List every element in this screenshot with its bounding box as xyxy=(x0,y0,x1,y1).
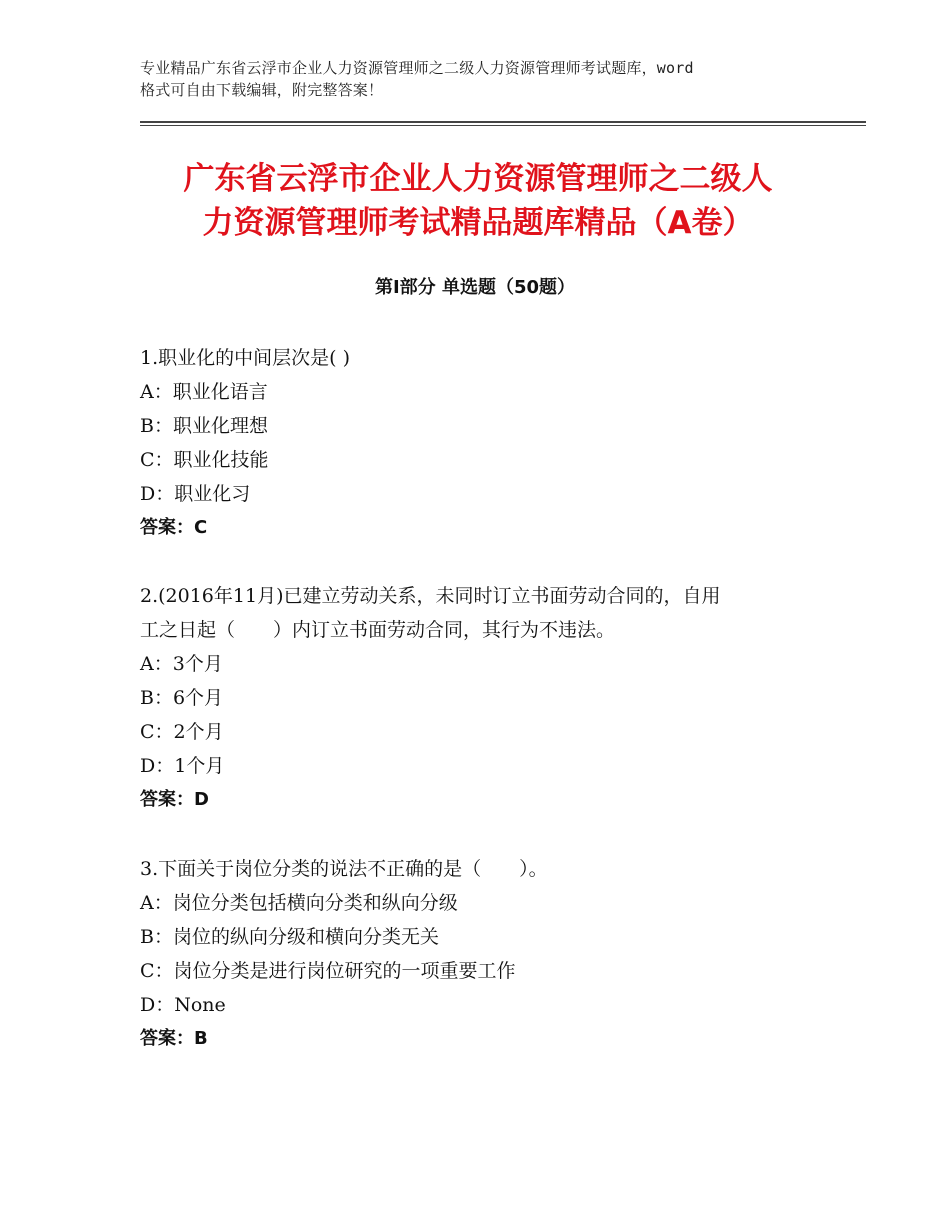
header-rule-thin xyxy=(140,125,866,126)
option-key: B： xyxy=(140,415,173,437)
document-title-line-1: 广东省云浮市企业人力资源管理师之二级人 xyxy=(183,161,773,197)
option-c xyxy=(140,443,820,477)
answer: 答案：D xyxy=(140,789,209,810)
option-text: 岗位分类包括横向分类和纵向分级 xyxy=(172,892,458,914)
document-title-line-2: 力资源管理师考试精品题库精品（A卷） xyxy=(202,205,754,241)
option-text: 岗位的纵向分级和横向分类无关 xyxy=(172,926,439,948)
section-heading: 第Ⅰ部分 单选题（50题） xyxy=(374,277,575,298)
option-key: C： xyxy=(140,960,174,982)
option-text: 职业化理想 xyxy=(172,415,268,437)
option-text: 1个月 xyxy=(174,755,225,777)
document-title xyxy=(148,157,808,245)
option-key: C： xyxy=(140,449,174,471)
header-note-line-2: 格式可自由下载编辑，附完整答案！ xyxy=(140,81,384,99)
option-text: 3个月 xyxy=(172,653,223,675)
option-d xyxy=(140,749,820,783)
answer: 答案：B xyxy=(140,1028,208,1049)
option-d xyxy=(140,477,820,511)
option-text: None xyxy=(174,994,226,1016)
header-note-line-1: 专业精品广东省云浮市企业人力资源管理师之二级人力资源管理师考试题库，word xyxy=(140,59,694,77)
option-key: A： xyxy=(140,892,173,914)
answer: 答案：C xyxy=(140,517,208,538)
option-key: A： xyxy=(140,653,173,675)
question-1 xyxy=(140,341,820,545)
option-key: B： xyxy=(140,687,173,709)
question-stem: 1.职业化的中间层次是( ) xyxy=(140,347,350,369)
option-key: C： xyxy=(140,721,174,743)
option-c xyxy=(140,715,820,749)
option-a xyxy=(140,375,820,409)
option-text: 职业化习 xyxy=(174,483,251,505)
option-key: A： xyxy=(140,381,173,403)
option-key: B： xyxy=(140,926,173,948)
option-a xyxy=(140,886,820,920)
question-stem-line-2: 工之日起（ ）内订立书面劳动合同，其行为不违法。 xyxy=(140,619,616,641)
question-2 xyxy=(140,579,820,817)
option-key: D： xyxy=(140,755,175,777)
option-b xyxy=(140,409,820,443)
option-text: 岗位分类是进行岗位研究的一项重要工作 xyxy=(173,960,516,982)
question-stem-line-1: 2.(2016年11月)已建立劳动关系，未同时订立书面劳动合同的，自用 xyxy=(140,585,721,607)
option-text: 职业化技能 xyxy=(173,449,269,471)
option-key: D： xyxy=(140,994,175,1016)
option-d xyxy=(140,988,820,1022)
option-key: D： xyxy=(140,483,175,505)
question-3 xyxy=(140,852,820,1056)
option-b xyxy=(140,681,820,715)
option-text: 2个月 xyxy=(173,721,224,743)
option-text: 职业化语言 xyxy=(172,381,268,403)
header-rule-thick xyxy=(140,121,866,123)
option-b xyxy=(140,920,820,954)
question-stem: 3.下面关于岗位分类的说法不正确的是（ ）。 xyxy=(140,858,548,880)
option-text: 6个月 xyxy=(172,687,224,709)
option-c xyxy=(140,954,820,988)
header-note xyxy=(140,57,830,101)
option-a xyxy=(140,647,820,681)
